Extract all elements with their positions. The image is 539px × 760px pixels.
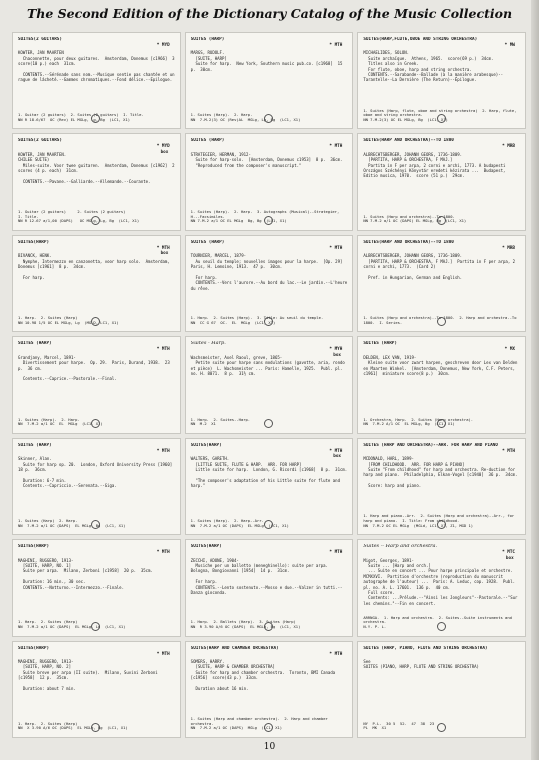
card-entry-text: MARGS, RUDOLF. [SUITE, HARP] Suite for harp. New York, Southern music pub.co. [c1968] 15 p. 30cm. <box>190 50 343 72</box>
card-subject-heading: SUITES (HARP) <box>18 341 52 347</box>
catalog-card <box>357 641 526 738</box>
card-subject-heading: SUITES (HARP AND ORCHESTRA)--ARR. FOR HARP AND PIANO <box>363 442 498 448</box>
card-entry-text: Wachsmeister, Axel Raoul, greve, 1865- Petite suite pour harpe sans modulations (gavotte, aria, rondo et pièce) L. Wachsmeister ... Paris: Hamelle, 1925. Publ. pl. no. H. 8071. 8 p. 31½ cm. <box>190 354 345 376</box>
catalog-card <box>357 539 526 636</box>
card-subject-heading: Suites -- Harp and orchestra. <box>363 544 438 550</box>
catalog-card <box>185 32 354 129</box>
card-entry-text: ZECCHI, ADONE, 1904- Musiche per un balletto (meneghinello): suite per arpa. Bologna, Bongiovanni [1954] 14 p. 31cm. For harp. CONTENTS.--Lento sostenuto.--Mosso e due.--Valzer in tutti.--Danza gioconda. <box>190 557 343 595</box>
card-call-number: * MTH <box>156 448 170 454</box>
card-call-number: * MTH <box>156 550 170 556</box>
page-title: The Second Edition of the Dictionary Catalog of the Music Collection <box>26 6 513 21</box>
card-subject-heading: SUITES(HARP) <box>18 544 50 550</box>
card-tracings: 1. Suites (Harp and chamber orchestra). 2. Harp and chamber orchestra. NN 7.M.2 a/1 OC (DAPS) MGLg (LC1, X1) <box>190 716 328 731</box>
card-call-number: * MYH box <box>329 347 343 358</box>
card-subject-heading: SUITES(2 GUITARS) <box>18 138 62 144</box>
card-punch-hole <box>437 419 446 428</box>
card-call-number: * MTH <box>329 550 343 556</box>
card-subject-heading: SUITES (HARP) <box>190 37 225 42</box>
card-subject-heading: SUITES (HARP) <box>190 239 225 245</box>
card-call-number: * MYD <box>156 43 170 48</box>
card-call-number: * MTH box <box>156 245 170 257</box>
card-punch-hole <box>264 622 273 631</box>
card-tracings: 1. Guitar (2 guitars) 2. Suites (2 guitars) I. Title. NN R 12.67 a/1,00 (DAPS) OC MGLg, Lg, Bg (LC1, X1) <box>18 209 140 224</box>
card-entry-text: SOMERS, HARRY. [SUITE, HARP & CHAMBER ORCHESTRA] Suite for harp and chamber orchestra. Toronto, BMI Canada [c1956] score(43 p.) 33cm. Duration about 16 min. <box>190 658 336 691</box>
card-subject-heading: SUITES(HARP AND ORCHESTRA)--TO 1800 <box>363 138 454 144</box>
card-entry-text: Grandjany, Marcel, 1891- Divertissement pour harpe. Op. 29. Paris, Durand, 1938. 23 p. 36 cm. Contents.--Caprice.--Pastorale.--Final. <box>18 354 170 382</box>
card-subject-heading: Suites - Harp. <box>190 341 226 347</box>
card-tracings: 1. Suites (Harp). 2. Harp. NN 7.M.2 a/1 OC EL MGLg (LC1, X1) <box>18 416 103 427</box>
catalog-card <box>357 438 526 535</box>
card-entry-text: See SUITES (PIANO, HARP, FLUTE AND STRING ORCHESTRA) <box>363 658 479 670</box>
catalog-card <box>185 539 354 636</box>
card-punch-hole <box>264 723 273 732</box>
card-subject-heading: SUITES(HARP AND CHAMBER ORCHESTRA) <box>190 645 279 651</box>
card-call-number: * MTH <box>156 651 170 657</box>
catalog-card <box>357 32 526 129</box>
catalog-card <box>12 438 181 535</box>
catalog-card <box>185 133 354 230</box>
card-entry-text: MAGHINI, RUGGERO, 1913- [SUITE, HARP, NO. 1] Suite per arpa. Milano, Zerboni [c1958] 20 p. 35cm. Duration: 16 min., 30 sec. CONTENTS.--Notturno.--Intermezzo.--Finale. <box>18 557 153 590</box>
card-tracings: 1. Suites (Harp). 2. Harp--Arr. NN 7.M.2 a/1 OC (DAPS) EL MGLg (LC1, X1) <box>190 517 289 528</box>
card-tracings: 1. Suites (Harp and orchestra)--To 1800. 2. Harp and orchestra--To 1800. I. Series. <box>363 315 519 325</box>
card-punch-hole <box>437 622 446 631</box>
card-subject-heading: SUITES (HARP) <box>363 341 397 347</box>
card-call-number: * MRB <box>502 245 515 251</box>
card-subject-heading: SUITES(HARP) <box>190 442 222 448</box>
card-entry-text: ALBRECHTSBERGER, JOHANN GEORG, 1736-1809. [PARTITA, HARP & ORCHESTRA, F MAJ.] Partita in F per arpa, 2 corni e archi, 1773. (Card 2) Pref. in Hungarian, German and English. <box>363 253 516 280</box>
card-entry-text: MAGHINI, RUGGERO, 1913- [SUITE, HARP, NO. 2] Suite breve per arpa (II suite). Milano, Suvini Zerboni [c1958] 12 p. 35cm. Duration: about 7 min. <box>18 658 158 691</box>
page-number: 10 <box>263 742 276 752</box>
card-entry-text: WALTERS, GARETH. [LITTLE SUITE, FLUTE & HARP. ARR. FOR HARP] Little suite for harp. London, G. Ricordi [c1968] 8 p. 31cm. "The composer's adaptation of his Little suite for flute and harp." <box>190 456 348 489</box>
card-punch-hole <box>437 723 446 732</box>
card-entry-text: KOWTER, JAN MAARTEN. CHILEE SUITE) Miles-suite. Voor twee guitaren. Amsterdam, Donemus [c1962] 2 scores (4 p. each) 31cm. CONTENTS.--Pavane.--Galliarde.--Allemande.--Courante. <box>18 151 175 184</box>
catalog-card <box>357 235 526 332</box>
card-punch-hole <box>91 622 100 631</box>
card-punch-hole <box>264 419 273 428</box>
catalog-card <box>185 235 354 332</box>
catalog-card <box>12 641 181 738</box>
card-subject-heading: SUITES (HARP) <box>190 138 225 144</box>
card-call-number: * MTC box <box>502 550 515 561</box>
card-tracings: 1. Harp. 2. Suites (Harp) NN 10.98 1/5 OC EL MGLg, Lg (MGLD, LC1, X1) <box>18 315 119 325</box>
card-entry-text: DELDEN, LEX VAN, 1919- Kleine suite voor zwart harpen, geschreven door Lex van Delden en Maarten Winkel. [Amsterdam, Donemus, New York, C.F. Peters, c1961] miniature score(8 p.) 30cm. <box>363 354 518 376</box>
card-call-number: * MRB <box>502 144 515 150</box>
card-tracings: ARRNGA. 1. Harp and orchestra. 2. Suites--Suite instruments and orchestra. N.Y. P. L. <box>363 614 512 629</box>
card-tracings: 1. Harp. 2. Suites (Harp) NN X 3.90 A/6 OC (DAPS) EL MGLg, Bg (LC1, X1) <box>18 720 128 731</box>
card-tracings: NY P.L. 30 5 52. 47 38 23 PL MK X1 <box>363 720 435 731</box>
card-subject-heading: SUITES(HARP) <box>18 645 50 651</box>
card-punch-hole <box>437 520 446 529</box>
catalog-card <box>357 133 526 230</box>
card-tracings: 1. Harp. 2. Suites (Harp). 3. Title: Au seuil du temple. NN CC G 67 OC. EL MGLg (LC1, X1) <box>190 315 324 325</box>
card-call-number: * MTH <box>329 651 343 657</box>
card-call-number: * MW <box>504 43 515 48</box>
catalog-card <box>12 235 181 332</box>
card-call-number: * MTH box <box>329 448 343 460</box>
card-subject-heading: SUITES(HARP) <box>190 544 222 550</box>
card-tracings: 1. Harp. 2. Suites (Harp) NN 7.M.2 a/1 OC (DAPS) EL MGLg, Lg (LC1, X1) <box>18 619 126 629</box>
card-call-number: * MTH <box>502 448 515 454</box>
card-punch-hole <box>437 216 446 225</box>
card-grid <box>12 32 526 738</box>
catalog-card <box>357 336 526 433</box>
catalog-card <box>12 539 181 636</box>
card-tracings: 1. Orchestra, Harp. 2. Suites (Harp orchestra). NN 7.M.2 A/1 OC EL MGLg, Bg (LC1, X1) <box>363 416 474 427</box>
card-tracings: 1. Harp. 2. Ballets (Harp). 3. Suites (Harp) NN R 3.90 A/6 OC (DAPS) EL MGLg, Bg (LC1, X1) <box>190 619 301 629</box>
card-call-number: * MTH <box>329 245 343 251</box>
catalog-card <box>185 438 354 535</box>
catalog-card <box>12 133 181 230</box>
card-subject-heading: SUITES (HARP) <box>18 442 52 448</box>
catalog-card <box>185 336 354 433</box>
card-subject-heading: SUITES(HARP AND ORCHESTRA)--TO 1800 <box>363 239 454 245</box>
card-entry-text: TOURNIER, MARCEL, 1879- Au seuil du temple; nouvelles images pour la harpe. [Op. 29] Paris, H. Lemoine, 1913. 47 p. 30cm. For harp. CONTENTS.--Vers l'aurore.--Au bord du lac.--Le jardin.--L'heure du rêve. <box>190 253 348 291</box>
card-entry-text: MICHAELIDES, SOLON. Suite archaïque. Athens, 1965. score(69 p.) 34cm. Titles also in Greek. For flute, oboe, harp and string orchestra. CONTENTS.--Sarabande--Ballade (à la manière arabesque)--Tarantelle--La Dernière (The Return)--Épilogue. <box>363 50 504 83</box>
card-subject-heading: SUITES(HARP) <box>18 239 50 245</box>
card-call-number: * MX <box>504 347 515 353</box>
card-tracings: 1. Suites (Harp). 2. Harp. 3. Autographs (Musical)--Strategier, H.--Facsimiles. NN 7.M.2 a/1 OC EL MGLg Bg, Bg (LC1, X1) <box>190 209 340 224</box>
page-edge-shadow <box>531 0 539 760</box>
card-punch-hole <box>264 216 273 225</box>
card-tracings: 1. Harp and piano--Arr. 2. Suites (Harp and orchestra)--Arr., for harp and piano. I. Title: From childhood. NN 7.M.2 OC EL MGLg (MGLd, LC1, X1, Z1, MGD 1) <box>363 513 515 528</box>
card-call-number: * MTH <box>329 144 343 150</box>
card-entry-text: ALBRECHTSBERGER, JOHANN GEORG, 1736-1809. [PARTITA, HARP & ORCHESTRA, F MAJ.] Partita in F per arpa, 2 corni e archi, 1773. A budapesti Országos Széchényi Könyvtár eredeti kézirata ... Budapest, Editio musica, 1970. score (51 p.) 29cm. <box>363 151 506 179</box>
card-tracings: 1. Suites (Harp). 2. Harp. NN 7.M.2(3) OC (Rev)AL MGLg, Lg, Bg (LC1, X1) <box>190 112 301 122</box>
card-entry-text: STRATEGIER, HERMAN, 1912- Suite for harp-solo. [Amsterdam, Donemus c1953] 8 p. 36cm. "Reproduced from the composer's manuscript." <box>190 151 343 168</box>
card-tracings: 1. Guitar (2 guitars) 2. Suites (2 guitars) I. Title. NN R 18.6/67 OC (Rev) EL MGLg, Lg, Bg (LC1, X1) <box>18 112 144 122</box>
card-entry-text: BIVANCK, HENK. Nymphe, Intermezzo en canzonetta, voor harp solo. Amsterdam, Donemus [c1961] 8 p. 34cm. For harp. <box>18 253 170 280</box>
catalog-card <box>12 32 181 129</box>
card-tracings: 1. Suites (Harp and orchestra)--To 1800. NN 7.M.2 a/1 OC (DAPS) EL MGLg, Bg (LC1, X1) <box>363 213 467 224</box>
card-tracings: 1. Suites (Harp, flute, oboe and string orchestra) 2. Harp, flute, oboe and string orchestra. NN 7.M.2(3) OC EL MGLg, Bg (LC1, X1) <box>363 107 517 122</box>
card-tracings: 1. Suites (Harp) 2. Harp. NN 7.M.2 a/1 OC (DAPS) EL MGLg, Bg (LC1, X1) <box>18 517 126 528</box>
card-subject-heading: SUITES(2 GUITARS) <box>18 37 62 42</box>
card-entry-text: Migot, Georges, 1891- Suite ... [Harp and orch.] ... Suite en concert ... Pour harpe principale et orchestre. MCMXXVI. Partition d'orchestre (reproduction du manuscrit autographe de l'auteur) ... Paris: A. Leduc, cop. 1928. Publ. pl. no. A. L. 17601. 136 p. 40 cm. Full score. Contents: ...Prélude.--"Ainsi les Jongleurs"--Pastorale.--"Sur les chemins."--Fin en concert. <box>363 557 518 606</box>
card-call-number: * MTH <box>156 347 170 353</box>
card-punch-hole <box>91 419 100 428</box>
card-call-number: * MTH <box>329 43 343 48</box>
catalog-card <box>12 336 181 433</box>
card-call-number: * MYD box <box>156 144 170 155</box>
catalog-card <box>185 641 354 738</box>
card-punch-hole <box>437 317 446 326</box>
card-entry-text: KOWTER, JAN MAARTEN Chaconnette, pour deux guitares. Amsterdam, Donemus [c1966] 3 score(10 p.) each 31cm. CONTENTS.--Sérénade sans nom.--Musique sentie pas chantée et un rague de lâcheté.--Gammes chromatiques.--Fond délice.--Epilogue. <box>18 50 175 83</box>
card-subject-heading: SUITES(HARP,FLUTE,OBOE AND STRING ORCHESTRA) <box>363 37 478 42</box>
card-subject-heading: SUITES (HARP, PIANO, FLUTE AND STRING ORCHESTRA) <box>363 645 488 651</box>
card-tracings: 1. Harp. 2. Suites--Harp. NN M.2 X1 <box>190 416 251 427</box>
card-entry-text: MCDONALD, HARL, 1899- [FROM CHILDHOOD. ARR. FOR HARP & PIANO] Suite "From childhood" for harp and orchestra. Re-duction for harp and piano. Philadelphia, Elkan-Vogel [c1940] 36 p. 34cm. Score: harp and piano. <box>363 456 518 489</box>
card-entry-text: Skinner, Alan. Suite for harp op. 20. London, Oxford University Press [1960] 18 p. 36cm. Duration: 6-7 min. Contents.--Capriccio.--Serenata.--Giga. <box>18 456 173 489</box>
